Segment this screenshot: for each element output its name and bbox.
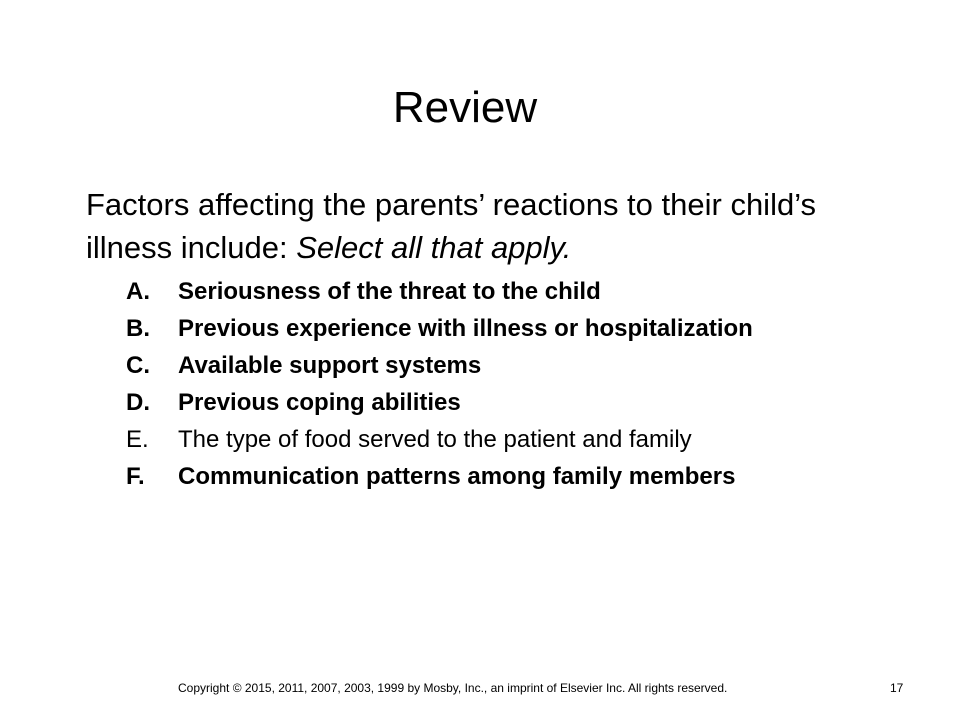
option-letter: C.: [126, 352, 150, 379]
option-text: Available support systems: [178, 352, 482, 379]
option-text: Previous coping abilities: [178, 389, 461, 416]
answer-option-d: [126, 384, 906, 421]
option-letter: A.: [126, 278, 150, 305]
answer-option-f: [126, 458, 906, 495]
option-letter: B.: [126, 315, 150, 342]
question-prompt: Factors affecting the parents’ reactions to their child’s illness include:: [86, 187, 817, 265]
answer-option-a: [126, 273, 906, 310]
page-number: 17: [890, 681, 904, 695]
question-instruction: Select all that apply.: [296, 230, 572, 265]
copyright-notice: Copyright © 2015, 2011, 2007, 2003, 1999 by Mosby, Inc., an imprint of Elsevier Inc. All rights reserved.: [178, 681, 728, 695]
answer-options-list: [126, 273, 906, 495]
answer-option-c: [126, 347, 906, 384]
slide-footer: [0, 680, 960, 700]
answer-option-b: [126, 310, 906, 347]
answer-option-e: [126, 421, 906, 458]
slide-title: Review: [392, 83, 538, 132]
option-letter: F.: [126, 463, 145, 490]
question-text: [86, 183, 886, 269]
option-text: Previous experience with illness or hospitalization: [178, 315, 753, 342]
option-text: The type of food served to the patient and family: [178, 426, 692, 453]
option-text: Seriousness of the threat to the child: [178, 278, 601, 305]
option-letter: D.: [126, 389, 150, 416]
option-letter: E.: [126, 426, 149, 453]
option-text: Communication patterns among family members: [178, 463, 736, 490]
